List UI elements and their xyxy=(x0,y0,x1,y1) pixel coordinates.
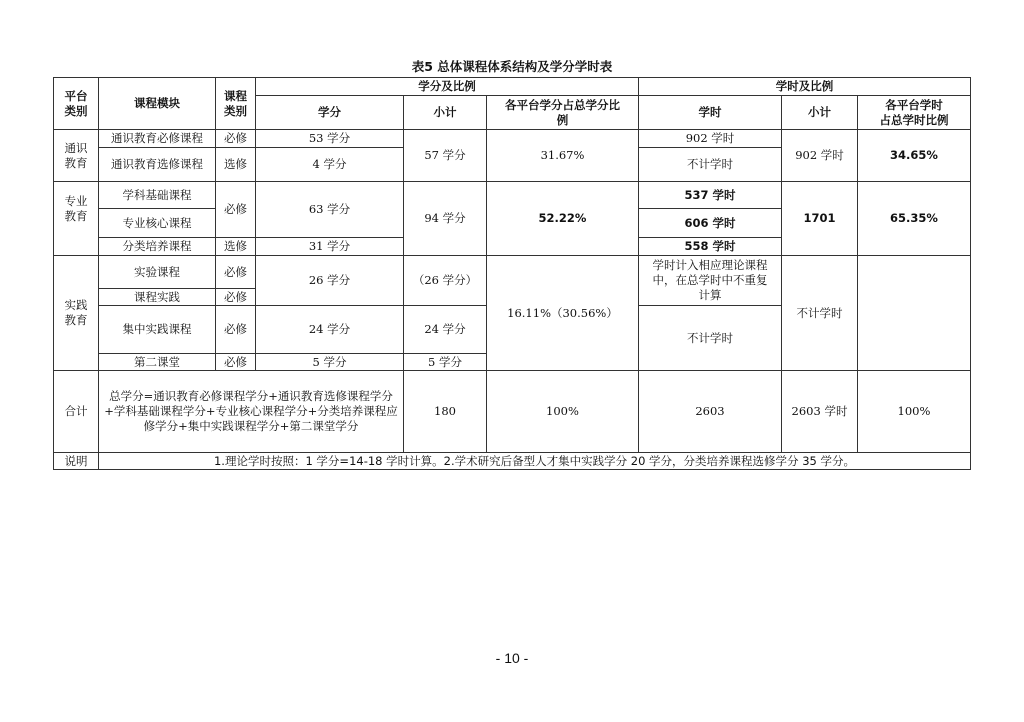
practice-r4-category: 必修 xyxy=(216,354,256,371)
note-text: 1.理论学时按照：1 学分=14-18 学时计算。2.学术研究后备型人才集中实践学分 20 学分，分类培养课程选修学分 35 学分。 xyxy=(99,453,971,470)
general-platform: 通识 教育 xyxy=(54,130,99,182)
practice-credit-ratio: 16.11%（30.56%） xyxy=(487,256,639,371)
header-credit-subtotal: 小计 xyxy=(404,96,487,130)
major-r3-hours: 558 学时 xyxy=(639,238,782,256)
header-category: 课程 类别 xyxy=(216,78,256,130)
practice-r12-credit: 26 学分 xyxy=(256,256,404,306)
general-r2-category: 选修 xyxy=(216,148,256,182)
practice-r2-module: 课程实践 xyxy=(99,289,216,306)
practice-r2-category: 必修 xyxy=(216,289,256,306)
table-row xyxy=(54,453,971,470)
major-r1-hours: 537 学时 xyxy=(639,182,782,209)
header-hours-subtotal: 小计 xyxy=(782,96,858,130)
major-credit-subtotal: 94 学分 xyxy=(404,182,487,256)
note-label: 说明 xyxy=(54,453,99,470)
general-r1-category: 必修 xyxy=(216,130,256,148)
practice-platform: 实践 教育 xyxy=(54,256,99,371)
total-label: 合计 xyxy=(54,371,99,453)
table-row xyxy=(54,371,971,453)
header-credit-group: 学分及比例 xyxy=(256,78,639,96)
table-caption: 表5 总体课程体系结构及学分学时表 xyxy=(411,59,613,74)
total-formula: 总学分=通识教育必修课程学分+通识教育选修课程学分+学科基础课程学分+专业核心课程学分+分类培养课程应修学分+集中实践课程学分+第二课堂学分 xyxy=(99,371,404,453)
header-hours: 学时 xyxy=(639,96,782,130)
header-row-1 xyxy=(54,78,971,96)
practice-r34-hours: 不计学时 xyxy=(639,306,782,371)
practice-r3-credit: 24 学分 xyxy=(256,306,404,354)
header-credit: 学分 xyxy=(256,96,404,130)
practice-r4-module: 第二课堂 xyxy=(99,354,216,371)
header-hours-ratio: 各平台学时 占总学时比例 xyxy=(858,96,971,130)
practice-hours-ratio xyxy=(858,256,971,371)
major-r3-credit: 31 学分 xyxy=(256,238,404,256)
major-r3-category: 选修 xyxy=(216,238,256,256)
general-credit-subtotal: 57 学分 xyxy=(404,130,487,182)
general-credit-ratio: 31.67% xyxy=(487,130,639,182)
major-hours-subtotal: 1701 xyxy=(782,182,858,256)
general-r1-module: 通识教育必修课程 xyxy=(99,130,216,148)
practice-r3-subtotal: 24 学分 xyxy=(404,306,487,354)
general-r1-credit: 53 学分 xyxy=(256,130,404,148)
total-credit-subtotal: 180 xyxy=(404,371,487,453)
header-platform: 平台 类别 xyxy=(54,78,99,130)
header-module: 课程模块 xyxy=(99,78,216,130)
general-r1-hours: 902 学时 xyxy=(639,130,782,148)
total-hours-ratio: 100% xyxy=(858,371,971,453)
practice-r12-hours: 学时计入相应理论课程 中，在总学时中不重复 计算 xyxy=(639,256,782,306)
practice-r4-subtotal: 5 学分 xyxy=(404,354,487,371)
total-credit-ratio: 100% xyxy=(487,371,639,453)
table-row xyxy=(54,182,971,209)
header-credit-ratio: 各平台学分占总学分比 例 xyxy=(487,96,639,130)
practice-r4-credit: 5 学分 xyxy=(256,354,404,371)
major-r3-module: 分类培养课程 xyxy=(99,238,216,256)
total-hours-subtotal: 2603 学时 xyxy=(782,371,858,453)
practice-r1-module: 实验课程 xyxy=(99,256,216,289)
major-r12-category: 必修 xyxy=(216,182,256,238)
major-credit-ratio: 52.22% xyxy=(487,182,639,256)
general-hours-ratio: 34.65% xyxy=(858,130,971,182)
practice-hours-subtotal: 不计学时 xyxy=(782,256,858,371)
total-hours: 2603 xyxy=(639,371,782,453)
major-platform: 专业 教育 xyxy=(54,182,99,256)
major-r12-credit: 63 学分 xyxy=(256,182,404,238)
general-r2-module: 通识教育选修课程 xyxy=(99,148,216,182)
course-structure-table xyxy=(53,77,971,470)
table-row xyxy=(54,130,971,148)
practice-r12-subtotal: （26 学分） xyxy=(404,256,487,306)
major-r1-module: 学科基础课程 xyxy=(99,182,216,209)
major-r2-hours: 606 学时 xyxy=(639,209,782,238)
page-number: - 10 - xyxy=(495,650,529,666)
general-r2-credit: 4 学分 xyxy=(256,148,404,182)
major-r2-module: 专业核心课程 xyxy=(99,209,216,238)
practice-r1-category: 必修 xyxy=(216,256,256,289)
practice-r3-module: 集中实践课程 xyxy=(99,306,216,354)
practice-r3-category: 必修 xyxy=(216,306,256,354)
general-hours-subtotal: 902 学时 xyxy=(782,130,858,182)
table-row xyxy=(54,256,971,289)
major-hours-ratio: 65.35% xyxy=(858,182,971,256)
header-hours-group: 学时及比例 xyxy=(639,78,971,96)
general-r2-hours: 不计学时 xyxy=(639,148,782,182)
